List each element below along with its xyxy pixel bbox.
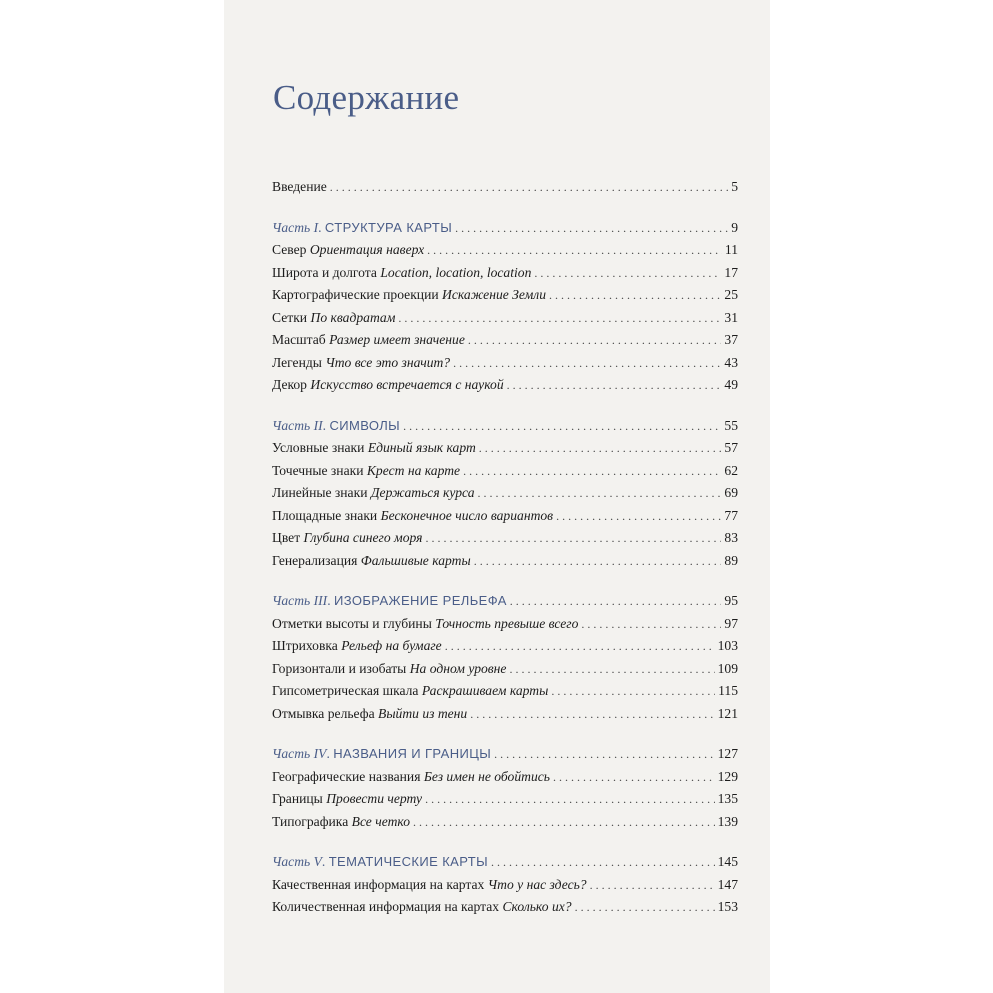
toc-entry — [272, 635, 738, 658]
entry-title — [272, 550, 471, 573]
toc-entry — [272, 788, 738, 811]
entry-subtitle: Выйти из тени — [378, 705, 468, 721]
entry-page: 17 — [724, 264, 738, 280]
part-separator: . — [318, 219, 325, 235]
entry-title — [272, 352, 450, 375]
entry-subtitle: Единый язык карт — [367, 440, 476, 455]
toc-part — [272, 590, 738, 725]
entry-title — [272, 329, 465, 352]
entry-subtitle: Что у нас здесь? — [487, 876, 587, 892]
entry-main: Легенды — [272, 354, 322, 370]
dot-leader — [474, 550, 722, 573]
entry-page: 43 — [724, 354, 738, 370]
toc-part — [272, 851, 738, 919]
entry-title — [272, 437, 476, 460]
entry-page: 109 — [717, 660, 738, 676]
part-number: Часть IV — [272, 746, 327, 761]
entry-subtitle: Что все это значит? — [325, 354, 451, 370]
entry-title — [272, 527, 422, 550]
entry-main: Сетки — [272, 309, 308, 325]
entry-page: 57 — [724, 440, 738, 455]
toc-part-heading — [272, 217, 738, 240]
entry-subtitle: Раскрашиваем карты — [421, 683, 549, 698]
part-page: 55 — [724, 417, 738, 433]
toc-part-heading — [272, 415, 738, 438]
entry-page: 129 — [717, 768, 738, 784]
entry-subtitle: Точность превыше всего — [435, 615, 579, 631]
toc-intro-page: 5 — [731, 179, 738, 194]
toc-entry — [272, 527, 738, 550]
dot-leader — [425, 788, 715, 811]
entry-page: 62 — [724, 462, 738, 478]
part-name: НАЗВАНИЯ И ГРАНИЦЫ — [333, 746, 492, 761]
entry-title — [272, 460, 460, 483]
dot-leader — [510, 590, 722, 613]
entry-page: 147 — [717, 876, 738, 892]
part-separator: . — [327, 593, 334, 608]
toc-entry — [272, 307, 738, 330]
dot-leader — [478, 482, 722, 505]
entry-subtitle: Бесконечное число вариантов — [380, 507, 554, 523]
entry-main: Отметки высоты и глубины — [272, 615, 432, 631]
part-heading-text — [272, 217, 452, 240]
toc-entry — [272, 550, 738, 573]
part-name: ТЕМАТИЧЕСКИЕ КАРТЫ — [328, 854, 488, 869]
entry-main: Масштаб — [272, 332, 326, 347]
entry-page: 153 — [717, 899, 738, 914]
dot-leader — [455, 217, 728, 240]
toc-part — [272, 217, 738, 397]
toc-entry — [272, 239, 738, 262]
entry-title — [272, 284, 546, 307]
toc-entry — [272, 811, 738, 834]
entry-page: 139 — [717, 813, 738, 829]
entry-subtitle: Ориентация наверх — [309, 242, 425, 257]
entry-subtitle: Рельеф на бумаге — [341, 638, 442, 653]
part-page: 95 — [724, 593, 738, 608]
entry-main: Типографика — [272, 813, 349, 829]
dot-leader — [479, 437, 722, 460]
entry-title — [272, 374, 504, 397]
toc-entry — [272, 658, 738, 681]
dot-leader — [581, 613, 721, 636]
entry-subtitle: Без имен не обойтись — [423, 768, 550, 784]
toc-entry — [272, 613, 738, 636]
dot-leader — [507, 374, 722, 397]
entry-page: 69 — [724, 485, 738, 500]
part-number: Часть I — [272, 219, 319, 235]
dot-leader — [534, 262, 721, 285]
dot-leader — [463, 460, 721, 483]
dot-leader — [553, 766, 715, 789]
toc-entry — [272, 460, 738, 483]
entry-main: Качественная информация на картах — [272, 876, 485, 892]
toc-entry — [272, 703, 738, 726]
part-separator: . — [322, 417, 330, 433]
entry-subtitle: Фальшивые карты — [360, 552, 471, 568]
entry-title — [272, 239, 424, 262]
entry-title — [272, 766, 550, 789]
part-separator: . — [326, 746, 334, 761]
dot-leader — [468, 329, 722, 352]
entry-subtitle: На одном уровне — [409, 660, 507, 676]
toc-entry — [272, 505, 738, 528]
entry-subtitle: Крест на карте — [366, 462, 461, 478]
entry-main: Площадные знаки — [272, 507, 378, 523]
entry-subtitle: Искусство встречается с наукой — [310, 377, 504, 392]
toc-entry — [272, 262, 738, 285]
entry-title — [272, 896, 572, 919]
dot-leader — [494, 743, 714, 766]
dot-leader — [425, 527, 721, 550]
dot-leader — [413, 811, 715, 834]
toc-entry — [272, 352, 738, 375]
toc-entry — [272, 766, 738, 789]
entry-title — [272, 788, 422, 811]
part-heading-text — [272, 851, 488, 874]
toc-part — [272, 743, 738, 833]
toc-part-heading — [272, 590, 738, 613]
entry-title — [272, 635, 442, 658]
entry-main: Условные знаки — [272, 440, 365, 455]
toc-row-intro — [272, 176, 738, 199]
entry-page: 89 — [724, 552, 738, 568]
part-page: 145 — [717, 854, 738, 869]
entry-page: 83 — [724, 530, 738, 545]
entry-title — [272, 262, 531, 285]
entry-title — [272, 613, 578, 636]
entry-title — [272, 703, 467, 726]
toc-part-heading — [272, 743, 738, 766]
toc-intro — [272, 176, 738, 199]
toc-entry — [272, 374, 738, 397]
entry-page: 103 — [717, 638, 738, 653]
entry-subtitle: Искажение Земли — [442, 287, 547, 302]
dot-leader — [403, 415, 721, 438]
toc-part-heading — [272, 851, 738, 874]
entry-main: Цвет — [272, 530, 301, 545]
toc-entry — [272, 329, 738, 352]
entry-main: Штриховка — [272, 638, 338, 653]
part-page: 9 — [731, 219, 738, 235]
part-page: 127 — [717, 746, 738, 761]
part-heading-text — [272, 590, 507, 613]
dot-leader — [551, 680, 715, 703]
entry-title — [272, 874, 587, 897]
entry-main: Широта и долгота — [272, 264, 377, 280]
entry-title — [272, 482, 475, 505]
toc-intro-label: Введение — [272, 179, 327, 194]
entry-subtitle: Location, location, location — [380, 264, 532, 280]
entry-subtitle: Держаться курса — [370, 485, 475, 500]
part-number: Часть II — [272, 417, 323, 433]
dot-leader — [575, 896, 715, 919]
part-name: ИЗОБРАЖЕНИЕ РЕЛЬЕФА — [333, 593, 507, 608]
entry-page: 77 — [724, 507, 738, 523]
dot-leader — [470, 703, 714, 726]
dot-leader — [427, 239, 722, 262]
dot-leader — [509, 658, 714, 681]
part-heading-text — [272, 415, 400, 438]
part-number: Часть V — [272, 854, 322, 869]
entry-page: 135 — [717, 791, 738, 806]
entry-title — [272, 680, 548, 703]
dot-leader — [398, 307, 721, 330]
entry-subtitle: Глубина синего моря — [303, 530, 423, 545]
part-name: СИМВОЛЫ — [329, 417, 401, 433]
part-name: СТРУКТУРА КАРТЫ — [324, 219, 453, 235]
part-heading-text — [272, 743, 491, 766]
entry-page: 49 — [724, 377, 738, 392]
entry-main: Картографические проекции — [272, 287, 439, 302]
entry-title — [272, 811, 410, 834]
entry-main: Генерализация — [272, 552, 358, 568]
toc-entry — [272, 284, 738, 307]
entry-title — [272, 505, 553, 528]
entry-main: Отмывка рельефа — [272, 705, 375, 721]
toc-entry — [272, 482, 738, 505]
part-separator: . — [321, 854, 329, 869]
dot-leader — [556, 505, 721, 528]
entry-main: Линейные знаки — [272, 485, 368, 500]
entry-subtitle: По квадратам — [310, 309, 396, 325]
book-page — [224, 0, 770, 993]
entry-main: Горизонтали и изобаты — [272, 660, 407, 676]
dot-leader — [491, 851, 715, 874]
toc-entry — [272, 874, 738, 897]
entry-main: Географические названия — [272, 768, 421, 784]
entry-page: 37 — [724, 332, 738, 347]
dot-leader — [590, 874, 715, 897]
toc-part — [272, 415, 738, 573]
dot-leader — [453, 352, 721, 375]
entry-page: 121 — [717, 705, 738, 721]
toc-entry — [272, 680, 738, 703]
entry-title — [272, 658, 506, 681]
entry-main: Количественная информация на картах — [272, 899, 500, 914]
entry-subtitle: Все четко — [351, 813, 411, 829]
entry-page: 115 — [718, 683, 738, 698]
entry-page: 25 — [724, 287, 738, 302]
dot-leader — [330, 176, 728, 199]
entry-main: Гипсометрическая шкала — [272, 683, 419, 698]
entry-page: 97 — [724, 615, 738, 631]
entry-main: Декор — [272, 377, 307, 392]
entry-main: Точечные знаки — [272, 462, 364, 478]
entry-title — [272, 307, 395, 330]
toc-parts — [272, 217, 738, 919]
page-title: Содержание — [273, 78, 460, 117]
entry-page: 31 — [724, 309, 738, 325]
dot-leader — [445, 635, 715, 658]
entry-main: Границы — [272, 791, 323, 806]
entry-subtitle: Провести черту — [326, 791, 423, 806]
table-of-contents — [272, 176, 738, 937]
toc-entry — [272, 437, 738, 460]
toc-entry — [272, 896, 738, 919]
entry-page: 11 — [724, 242, 738, 257]
entry-main: Север — [272, 242, 307, 257]
entry-subtitle: Размер имеет значение — [329, 332, 465, 347]
part-number: Часть III — [272, 593, 328, 608]
dot-leader — [549, 284, 721, 307]
entry-subtitle: Сколько их? — [502, 899, 572, 914]
